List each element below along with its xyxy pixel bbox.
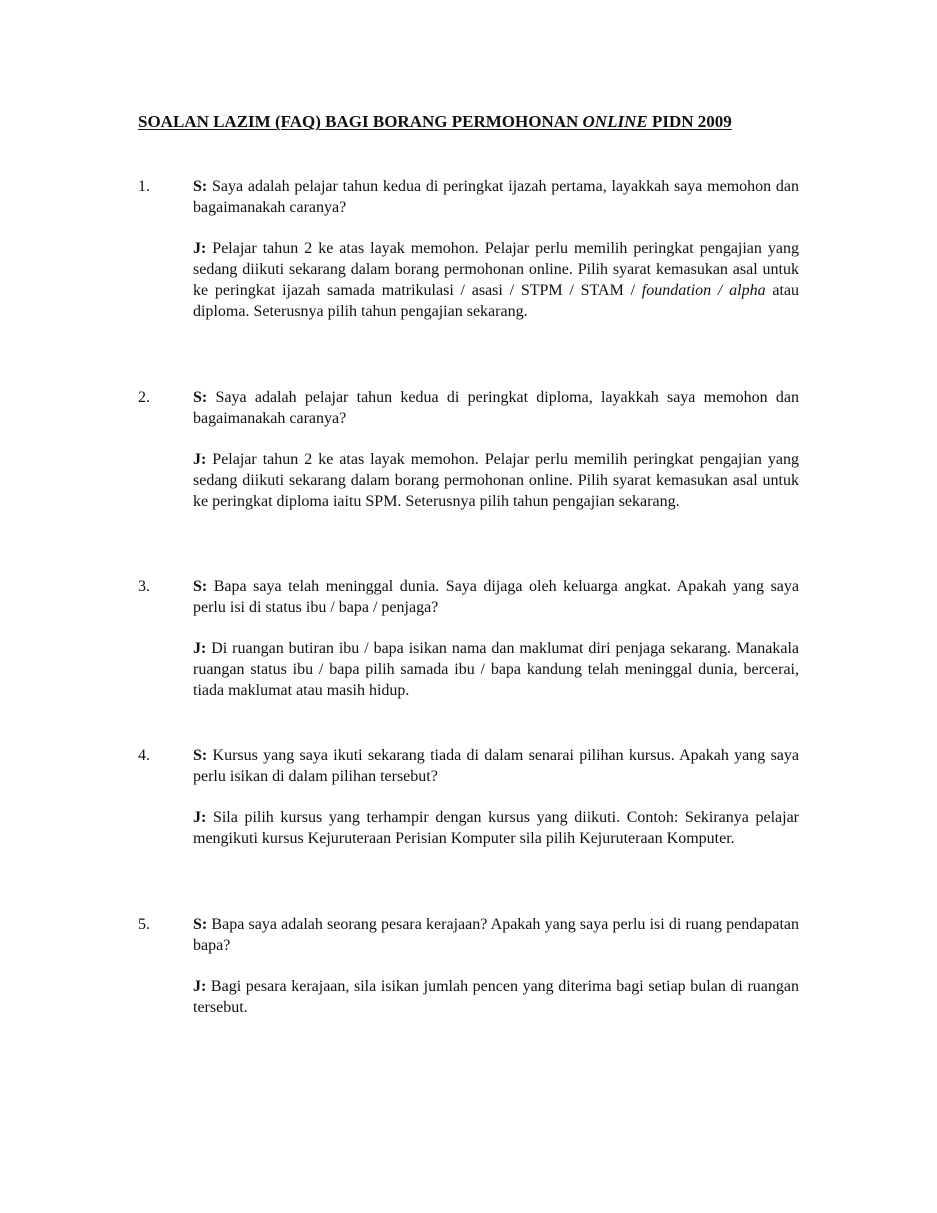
title-prefix: SOALAN LAZIM (FAQ) BAGI BORANG PERMOHONAN: [138, 112, 583, 131]
faq-question: [193, 387, 799, 429]
faq-answer: [193, 449, 799, 512]
question-text: Bapa saya adalah seorang pesara kerajaan? Apakah yang saya perlu isi di ruang pendapatan bapa?: [193, 916, 799, 954]
faq-question: [193, 176, 799, 218]
question-label: S:: [193, 747, 208, 764]
faq-question: [193, 576, 799, 618]
faq-question: [193, 914, 799, 956]
question-text: Kursus yang saya ikuti sekarang tiada di dalam senarai pilihan kursus. Apakah yang saya perlu isikan di dalam pilihan tersebut?: [193, 747, 799, 785]
question-label: S:: [193, 389, 208, 406]
question-label: S:: [193, 178, 208, 195]
faq-answer: [193, 976, 799, 1018]
answer-text: Bagi pesara kerajaan, sila isikan jumlah pencen yang diterima bagi setiap bulan di ruangan tersebut.: [193, 978, 799, 1016]
answer-text: Di ruangan butiran ibu / bapa isikan nama dan maklumat diri penjaga sekarang. Manakala ruangan status ibu / bapa pilih samada ibu / bapa kandung telah meninggal dunia, bercerai, tiada maklumat atau masih hidup.: [193, 640, 799, 699]
question-text: Saya adalah pelajar tahun kedua di peringkat diploma, layakkah saya memohon dan bagaimanakah caranya?: [193, 389, 799, 427]
answer-label: J:: [193, 451, 207, 468]
title-suffix: PIDN 2009: [647, 112, 732, 131]
answer-label: J:: [193, 978, 207, 995]
question-text: Bapa saya telah meninggal dunia. Saya dijaga oleh keluarga angkat. Apakah yang saya perlu isi di status ibu / bapa / penjaga?: [193, 578, 799, 616]
faq-number: 4.: [138, 747, 150, 764]
faq-answer: [193, 638, 799, 701]
faq-question: [193, 745, 799, 787]
question-label: S:: [193, 916, 208, 933]
faq-number: 5.: [138, 916, 150, 933]
answer-text-part2: atau diploma. Seterusnya pilih tahun pengajian sekarang.: [193, 282, 799, 320]
faq-answer: [193, 807, 799, 849]
answer-label: J:: [193, 240, 207, 257]
answer-text-italic: foundation / alpha: [641, 282, 766, 299]
faq-answer: [193, 238, 799, 322]
answer-label: J:: [193, 809, 207, 826]
title-italic-online: ONLINE: [582, 112, 648, 131]
faq-number: 1.: [138, 178, 150, 195]
faq-number: 3.: [138, 578, 150, 595]
document-title: [138, 111, 838, 133]
faq-number: 2.: [138, 389, 150, 406]
answer-text: Pelajar tahun 2 ke atas layak memohon. Pelajar perlu memilih peringkat pengajian yang sedang diikuti sekarang dalam borang permohonan online. Pilih syarat kemasukan asal untuk ke peringkat diploma iaitu SPM. Seterusnya pilih tahun pengajian sekarang.: [193, 451, 799, 510]
answer-text-part1: Pelajar tahun 2 ke atas layak memohon. Pelajar perlu memilih peringkat pengajian yang sedang diikuti sekarang dalam borang permohonan online. Pilih syarat kemasukan asal untuk ke peringkat ijazah samada matrikulasi / asasi / STPM / STAM /: [193, 240, 799, 299]
answer-text: Sila pilih kursus yang terhampir dengan kursus yang diikuti. Contoh: Sekiranya pelajar mengikuti kursus Kejuruteraan Perisian Komputer sila pilih Kejuruteraan Komputer.: [193, 809, 799, 847]
question-label: S:: [193, 578, 208, 595]
question-text: Saya adalah pelajar tahun kedua di peringkat ijazah pertama, layakkah saya memohon dan bagaimanakah caranya?: [193, 178, 799, 216]
answer-label: J:: [193, 640, 207, 657]
